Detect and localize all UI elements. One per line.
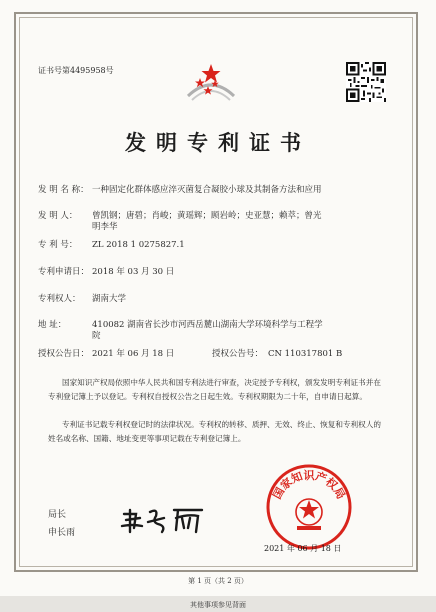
patent-number-value: ZL 2018 1 0275827.1 — [92, 240, 185, 250]
patent-number-label: 专 利 号： — [38, 240, 78, 250]
back-note: 其他事项参见背面 — [190, 601, 246, 609]
address-label: 地 址： — [38, 320, 67, 330]
svg-text:国家知识产权局 — [270, 468, 348, 501]
grant-date-value: 2021 年 06 月 18 日 — [92, 349, 175, 359]
signature-title: 局长 — [48, 510, 67, 520]
invention-name-value: 一种固定化群体感应淬灭菌复合凝胶小球及其制备方法和应用 — [92, 185, 322, 195]
page-indicator: 第 1 页（共 2 页） — [188, 577, 248, 585]
grant-statement: 国家知识产权局依照中华人民共和国专利法进行审查，决定授予专利权，颁发发明专利证书并在专利登记簿上予以登记。专利权自授权公告之日起生效。专利权期限为二十年，自申请日起算。 — [48, 378, 381, 401]
invention-name-label: 发 明 名 称： — [38, 185, 89, 195]
application-date-value: 2018 年 03 月 30 日 — [92, 267, 175, 277]
legal-status-statement: 专利证书记载专利权登记时的法律状况。专利权的转移、质押、无效、终止、恢复和专利权人的姓名或名称、国籍、地址变更等事项记载在专利登记簿上。 — [48, 420, 381, 443]
grant-date-label: 授权公告日： — [38, 349, 90, 359]
official-seal-icon — [264, 462, 354, 552]
inventors-value: 曾凯钢；唐碧；肖峻；黄瑶辉；顾岩岭；史亚慧；赖萃；曾光明李华 — [92, 211, 322, 232]
seal-text: 国家知识产权局 — [270, 469, 348, 502]
qr-code-icon — [346, 62, 386, 102]
application-date-label: 专利申请日： — [38, 267, 90, 277]
patentee-label: 专利权人： — [38, 294, 81, 304]
address-value: 410082 湖南省长沙市河西岳麓山湖南大学环境科学与工程学院 — [92, 320, 323, 341]
cnipa-emblem-icon — [182, 56, 240, 108]
certificate-number: 证书号第4495958号 — [38, 66, 114, 75]
seal-date: 2021 年 06 月 18 日 — [264, 544, 342, 553]
signatory-name: 申长雨 — [48, 528, 76, 538]
patentee-value: 湖南大学 — [92, 294, 127, 304]
publication-number-value: CN 110317801 B — [268, 349, 343, 359]
inventors-label: 发 明 人： — [38, 211, 78, 221]
handwritten-signature-icon — [118, 504, 208, 536]
certificate-title: 发明专利证书 — [125, 130, 311, 155]
publication-number-label: 授权公告号： — [212, 349, 264, 359]
